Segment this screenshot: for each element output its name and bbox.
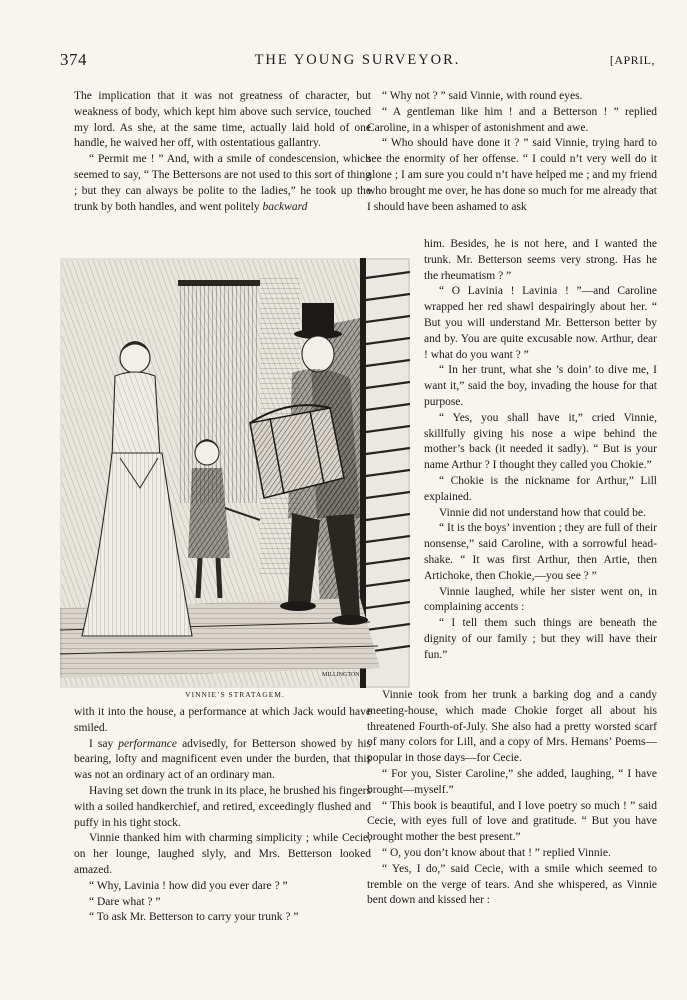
paragraph: “ This book is beautiful, and I love poetry so much ! ” said Cecie, with eyes full of love and gratitude. “ But you have brought mother the best present.”: [367, 799, 657, 844]
paragraph: “ Yes, I do,” said Cecie, with a smile which seemed to tremble on the verge of tears. And she whispered, as Vinnie bent down and kissed her :: [367, 862, 657, 907]
right-column-bottom: [367, 688, 657, 909]
paragraph: “ Yes, you shall have it,” cried Vinnie, skillfully giving his nose a wipe behind the mother’s back (it needed it sadly). “ But is your name Arthur ? I thought they called you Chokie.”: [424, 411, 657, 472]
right-column-narrow: [424, 237, 657, 664]
paragraph: “ I tell them such things are beneath the dignity of our family ; but they will have their fun.”: [424, 617, 657, 661]
illustration: [60, 258, 410, 688]
paragraph: him. Besides, he is not here, and I wanted the trunk. Mr. Betterson seems very strong. Has he the rheumatism ? ”: [424, 238, 657, 282]
paragraph: I say performance advisedly, for Betterson showed by his bearing, lofty and magnificent even under the burden, that this was not an ordinary act of an ordinary man.: [74, 737, 371, 782]
paragraph: “ Why not ? ” said Vinnie, with round eyes.: [382, 90, 583, 102]
artist-signature: MILLINGTON: [322, 672, 360, 678]
paragraph: Having set down the trunk in its place, he brushed his fingers with a soiled handkerchief, and retired, exceedingly flushed and puffy in his tight stock.: [74, 784, 371, 829]
paragraph: “ O, you don’t know about that ! ” replied Vinnie.: [382, 846, 611, 859]
left-column-top: [74, 89, 371, 215]
paragraph: “ For you, Sister Caroline,” she added, laughing, “ I have brought—myself.”: [367, 767, 657, 796]
paragraph: The implication that it was not greatness of character, but weakness of body, which kept him above such service, touched my lord. As she, at the same time, actually laid hold of one handle, he waived her off, with ostentatious gallantry.: [74, 90, 371, 150]
right-column-top: [367, 89, 657, 215]
paragraph: “ To ask Mr. Betterson to carry your trunk ? ”: [89, 911, 299, 924]
paragraph: “ It is the boys’ invention ; they are full of their nonsense,” said Caroline, with a sorrowful head-shake. “ It was first Arthur, then Artie, then Artichoke, then Chokie,—you see ? ”: [424, 522, 657, 582]
paragraph: Vinnie did not understand how that could be.: [439, 506, 646, 519]
paragraph: “ Why, Lavinia ! how did you ever dare ? ”: [89, 879, 288, 892]
paragraph: Vinnie laughed, while her sister went on, in complaining accents :: [424, 585, 657, 614]
running-title: THE YOUNG SURVEYOR.: [254, 52, 461, 68]
paragraph: Vinnie thanked him with charming simplicity ; while Cecie, on her lounge, laughed slyly, and Mrs. Betterson looked amazed.: [74, 832, 371, 876]
illustration-caption: VINNIE’S STRATAGEM.: [185, 690, 285, 699]
page-number: 374: [60, 50, 87, 69]
vinnies-stratagem-engraving: [60, 258, 410, 688]
page-header: [60, 50, 655, 76]
paragraph: “ Permit me ! ” And, with a smile of condescension, which seemed to say, “ The Bettersons are not used to this sort of thing ; but they can always be polite to the ladies,” he took up the trunk by both handles, and went politely backward: [74, 153, 371, 213]
clapboard-siding: [360, 258, 410, 688]
paragraph: “ Chokie is the nickname for Arthur,” Lill explained.: [424, 474, 657, 503]
paragraph: with it into the house, a performance at which Jack would have smiled.: [74, 706, 371, 734]
paragraph: Vinnie took from her trunk a barking dog and a candy meeting-house, which made Chokie forget all about his threatened Fourth-of-July. She also had a pretty worsted scarf of many colors for Lill, and a copy of Mrs. Hemans’ Poems—popular in those days—for Cecie.: [367, 689, 657, 765]
paragraph: “ A gentleman like him ! and a Betterson ! ” replied Caroline, in a whisper of astonishment and awe.: [367, 105, 657, 134]
running-month: [APRIL,: [609, 53, 655, 67]
paragraph: “ O Lavinia ! Lavinia ! ”—and Caroline wrapped her red shawl despairingly about her. “ But you will understand Mr. Betterson better by and by. You are quite excusable now. Arthur, dear ! what do you want ? ”: [424, 285, 657, 361]
left-column-bottom: [74, 705, 371, 926]
paragraph: “ In her trunt, what she ’s doin’ to dive me, I want it,” said the boy, invading the house for that purpose.: [424, 364, 657, 408]
paragraph: “ Dare what ? ”: [89, 895, 161, 908]
paragraph: “ Who should have done it ? ” said Vinnie, trying hard to see the enormity of her offense. “ I could n’t very well do it alone ; I am sure you could n’t have helped me ; and my friend who brought me over, he has done so much for me already that I should have been ashamed to ask: [367, 137, 657, 213]
